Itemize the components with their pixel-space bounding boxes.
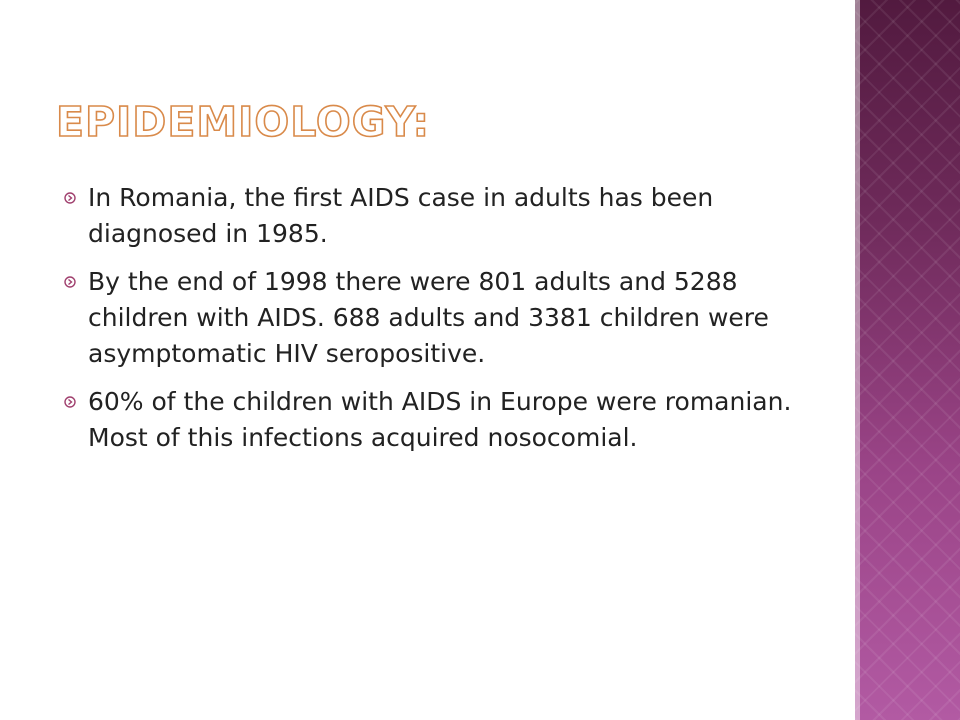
slide-title: EPIDEMIOLOGY: [56,98,431,146]
circled-arrow-icon [64,276,76,288]
bullet-text: 60% of the children with AIDS in Europe were romanian. Most of this infections acquired nosocomial. [88,387,792,452]
bullet-text: By the end of 1998 there were 801 adults and 5288 children with AIDS. 688 adults and 3381 children were asymptomatic HIV seropositive. [88,267,769,368]
decorative-side-panel [855,0,960,720]
bullet-item [64,384,824,456]
bullet-list [64,180,824,468]
bullet-item [64,264,824,372]
bullet-item [64,180,824,252]
circled-arrow-icon [64,192,76,204]
circled-arrow-icon [64,396,76,408]
bullet-text: In Romania, the first AIDS case in adults has been diagnosed in 1985. [88,183,714,248]
